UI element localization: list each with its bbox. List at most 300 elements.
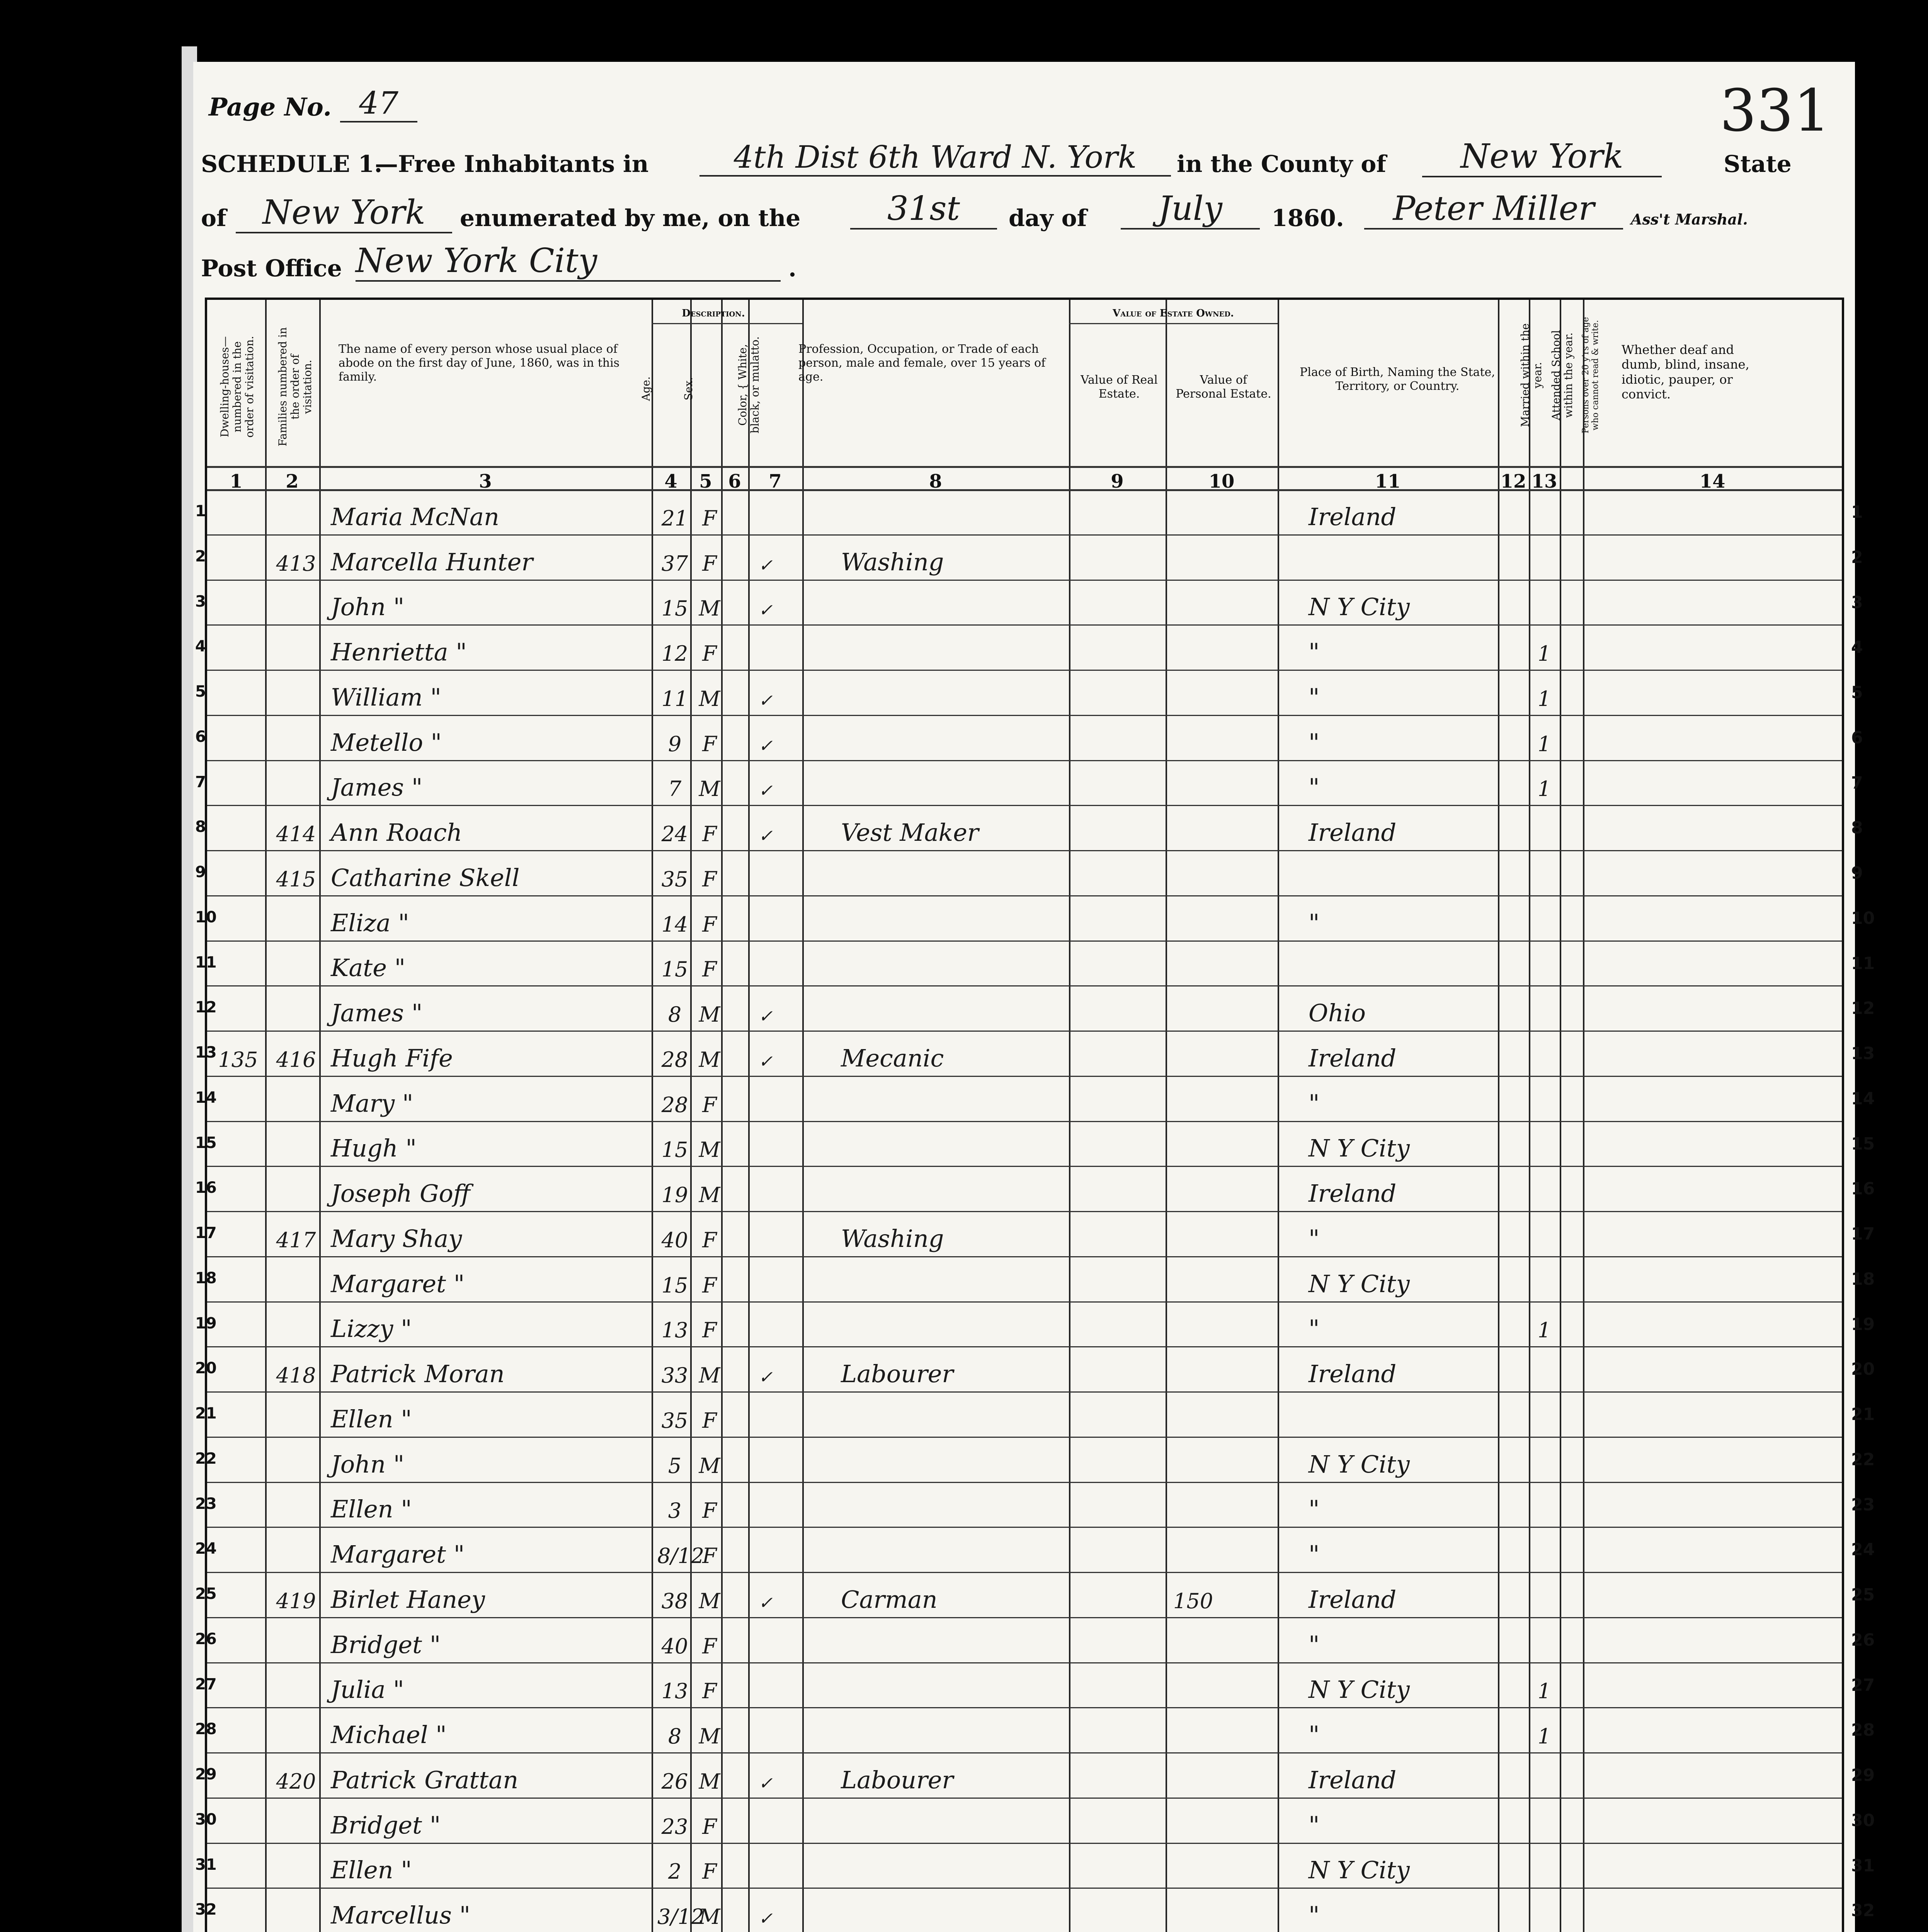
occupation: Washing — [841, 1224, 944, 1253]
header-color: Color, { White, black, or mulatto. — [736, 336, 762, 434]
birthplace: " — [1309, 773, 1320, 802]
row-number: 15 — [1851, 1134, 1875, 1154]
age: 3 — [668, 1498, 682, 1523]
age: 28 — [661, 1092, 688, 1117]
of-text: of — [201, 205, 226, 232]
sex: F — [702, 1498, 717, 1523]
row-number: 20 — [195, 1359, 217, 1378]
state-field: New York — [236, 193, 452, 233]
row-number: 11 — [195, 953, 217, 971]
column-number: 10 — [1208, 471, 1235, 492]
row-number: 30 — [1851, 1810, 1875, 1830]
table-row — [207, 760, 1842, 805]
sex: F — [702, 1273, 717, 1298]
row-number: 32 — [1851, 1901, 1875, 1921]
sex: F — [702, 506, 717, 531]
birthplace: " — [1309, 1811, 1320, 1839]
age: 7 — [668, 777, 682, 801]
family-number: 419 — [276, 1588, 316, 1613]
header-illiterate: Persons over 20 y'rs of age who cannot read & write. — [1581, 317, 1601, 434]
age: 8/12 — [657, 1544, 704, 1568]
age: 21 — [661, 506, 688, 531]
occupation: Washing — [841, 548, 944, 576]
table-row — [207, 715, 1842, 760]
person-name: Bridget " — [331, 1630, 441, 1659]
person-name: Maria McNan — [331, 502, 499, 531]
month-field: July — [1121, 189, 1260, 230]
birthplace: " — [1309, 1901, 1320, 1929]
row-number: 21 — [195, 1405, 217, 1422]
birthplace: Ohio — [1309, 999, 1366, 1027]
schedule-text: —Free Inhabitants in — [375, 151, 649, 178]
table-row — [207, 1391, 1842, 1437]
age: 19 — [661, 1183, 688, 1207]
row-number: 15 — [195, 1134, 217, 1152]
sex: M — [699, 1453, 720, 1478]
row-number: 6 — [195, 728, 206, 746]
age: 5 — [668, 1453, 682, 1478]
birthplace: N Y City — [1309, 593, 1410, 621]
row-number: 9 — [1851, 863, 1863, 883]
header-personal-estate: Value of Personal Estate. — [1176, 373, 1271, 401]
person-name: Marcella Hunter — [331, 548, 533, 576]
birthplace: " — [1309, 1630, 1320, 1659]
table-row — [207, 805, 1842, 850]
post-office-text: Post Office — [201, 255, 342, 282]
district-field: 4th Dist 6th Ward N. York — [699, 139, 1171, 177]
row-number: 31 — [1851, 1855, 1875, 1876]
school-mark: 1 — [1537, 641, 1551, 666]
year-text: 1860. — [1271, 205, 1344, 232]
header-birthplace: Place of Birth, Naming the State, Territory, or Country. — [1300, 366, 1495, 393]
age: 24 — [661, 822, 688, 846]
age: 12 — [661, 641, 688, 666]
header-age: Age. — [640, 376, 652, 401]
row-number: 21 — [1851, 1405, 1875, 1424]
person-name: Eliza " — [331, 908, 409, 937]
person-name: Henrietta " — [331, 638, 467, 666]
schedule-label: SCHEDULE 1. — [201, 151, 383, 178]
sex: F — [702, 1859, 717, 1884]
row-number: 8 — [1851, 818, 1863, 838]
birthplace: " — [1309, 1540, 1320, 1568]
column-number: 4 — [664, 471, 677, 492]
page-number: 47 — [340, 85, 417, 122]
school-mark: 1 — [1537, 686, 1551, 711]
person-name: Birlet Haney — [331, 1585, 485, 1614]
row-number: 24 — [1851, 1540, 1875, 1560]
description-group-header: Description. — [682, 308, 745, 319]
table-row — [207, 1752, 1842, 1798]
table-row — [207, 1888, 1842, 1932]
person-name: Metello " — [331, 728, 442, 757]
row-number: 30 — [195, 1810, 217, 1828]
family-number: 420 — [276, 1769, 316, 1794]
column-number: 13 — [1531, 471, 1557, 492]
column-number: 12 — [1500, 471, 1526, 492]
occupation: Carman — [841, 1585, 938, 1614]
state-text: State — [1724, 151, 1792, 178]
color-mark: ✓ — [758, 555, 773, 575]
row-number: 6 — [1851, 728, 1863, 748]
column-number: 2 — [286, 471, 299, 492]
row-number: 5 — [195, 683, 206, 701]
header-sex: Sex. — [682, 377, 695, 401]
age: 15 — [661, 957, 688, 982]
row-divider — [1069, 323, 1278, 324]
person-name: Kate " — [331, 954, 406, 982]
row-number: 29 — [1851, 1765, 1875, 1785]
person-name: Marcellus " — [331, 1901, 471, 1929]
table-row — [207, 1527, 1842, 1572]
table-row — [207, 940, 1842, 986]
sex: F — [702, 1092, 717, 1117]
row-number: 1 — [1851, 502, 1863, 522]
birthplace: N Y City — [1309, 1856, 1410, 1884]
birthplace: N Y City — [1309, 1675, 1410, 1704]
person-name: Patrick Moran — [331, 1360, 505, 1388]
person-name: Michael " — [331, 1721, 447, 1749]
header-occupation: Profession, Occupation, or Trade of each person, male and female, over 15 years of age. — [798, 342, 1046, 384]
family-number: 413 — [276, 551, 316, 576]
value-group-header: Value of Estate Owned. — [1113, 308, 1234, 319]
row-number: 2 — [195, 547, 206, 565]
row-number: 31 — [195, 1855, 217, 1874]
row-divider — [652, 323, 802, 324]
sex: F — [702, 912, 717, 937]
row-number: 32 — [195, 1901, 217, 1919]
header-dwelling: Dwelling-houses—numbered in the order of visitation. — [218, 336, 256, 438]
row-number: 16 — [195, 1179, 217, 1197]
table-row — [207, 1662, 1842, 1708]
age: 9 — [668, 731, 682, 756]
person-name: Hugh " — [331, 1134, 417, 1163]
school-mark: 1 — [1537, 1724, 1551, 1748]
birthplace: Ireland — [1309, 1360, 1397, 1388]
person-name: Ellen " — [331, 1856, 412, 1884]
sex: M — [699, 1724, 720, 1748]
sex: M — [699, 1769, 720, 1794]
row-number: 12 — [195, 998, 217, 1017]
birthplace: " — [1309, 1495, 1320, 1524]
person-name: Mary Shay — [331, 1224, 462, 1253]
school-mark: 1 — [1537, 1679, 1551, 1704]
age: 15 — [661, 1138, 688, 1162]
table-row — [207, 1798, 1842, 1843]
person-name: John " — [331, 593, 405, 621]
row-number: 17 — [1851, 1224, 1875, 1244]
birthplace: " — [1309, 1315, 1320, 1343]
row-number: 17 — [195, 1224, 217, 1242]
sheet-number: 331 — [1720, 77, 1831, 145]
table-row — [207, 534, 1842, 580]
row-number: 1 — [195, 502, 206, 520]
row-number: 7 — [195, 773, 206, 791]
header-married: Married within the year. — [1519, 323, 1544, 427]
table-row — [207, 1256, 1842, 1301]
sex: F — [702, 1318, 717, 1343]
row-number: 22 — [195, 1449, 217, 1468]
color-mark: ✓ — [758, 1593, 773, 1613]
page-label: Page No. — [209, 93, 332, 122]
row-number: 28 — [1851, 1720, 1875, 1740]
header-family: Families numbered in the order of visitation. — [276, 327, 314, 447]
row-number: 13 — [195, 1044, 217, 1061]
row-number: 5 — [1851, 683, 1863, 702]
age: 26 — [661, 1769, 688, 1794]
birthplace: " — [1309, 1721, 1320, 1749]
color-mark: ✓ — [758, 1007, 773, 1026]
column-number: 7 — [769, 471, 782, 492]
person-name: Julia " — [331, 1675, 404, 1704]
header-disability: Whether deaf and dumb, blind, insane, idiotic, pauper, or convict. — [1622, 342, 1749, 402]
column-number: 3 — [479, 471, 492, 492]
sex: M — [699, 1588, 720, 1613]
person-name: Lizzy " — [331, 1315, 412, 1343]
age: 14 — [661, 912, 688, 937]
county-text: in the County of — [1177, 151, 1387, 178]
person-name: Ellen " — [331, 1405, 412, 1433]
county-field: New York — [1422, 137, 1662, 177]
color-mark: ✓ — [758, 1773, 773, 1793]
color-mark: ✓ — [758, 781, 773, 801]
day-field: 31st — [850, 189, 997, 230]
census-table — [205, 298, 1844, 1932]
row-number: 14 — [195, 1088, 217, 1107]
person-name: Ann Roach — [331, 818, 462, 847]
row-number: 18 — [1851, 1269, 1875, 1289]
row-number: 10 — [195, 908, 217, 926]
table-row — [207, 1166, 1842, 1211]
sex: F — [702, 1814, 717, 1839]
row-number: 18 — [195, 1269, 217, 1287]
row-number: 4 — [1851, 638, 1863, 658]
row-number: 11 — [1851, 953, 1875, 973]
row-number: 2 — [1851, 547, 1863, 567]
school-mark: 1 — [1537, 1318, 1551, 1343]
color-mark: ✓ — [758, 600, 773, 621]
row-number: 19 — [195, 1314, 217, 1332]
sex: F — [702, 1544, 717, 1568]
age: 11 — [661, 686, 688, 711]
age: 2 — [668, 1859, 682, 1884]
color-mark: ✓ — [758, 736, 773, 756]
row-number: 27 — [195, 1675, 217, 1693]
enumerated-text: enumerated by me, on the — [460, 205, 801, 232]
row-number: 3 — [1851, 592, 1863, 612]
table-row — [207, 1031, 1842, 1076]
sex: F — [702, 822, 717, 846]
birthplace: " — [1309, 638, 1320, 666]
sex: M — [699, 1363, 720, 1388]
table-row — [207, 1437, 1842, 1482]
day-of-text: day of — [1009, 205, 1087, 232]
age: 15 — [661, 596, 688, 621]
birthplace: Ireland — [1309, 1765, 1397, 1794]
person-name: Bridget " — [331, 1811, 441, 1839]
occupation: Labourer — [841, 1360, 954, 1388]
table-row — [207, 580, 1842, 625]
age: 15 — [661, 1273, 688, 1298]
row-number: 16 — [1851, 1179, 1875, 1199]
birthplace: " — [1309, 728, 1320, 757]
table-row — [207, 850, 1842, 895]
sex: F — [702, 1679, 717, 1704]
color-mark: ✓ — [758, 1909, 773, 1929]
row-number: 25 — [195, 1585, 217, 1603]
age: 13 — [661, 1679, 688, 1704]
header-real-estate: Value of Real Estate. — [1081, 373, 1158, 401]
table-row — [207, 1301, 1842, 1347]
age: 35 — [661, 1408, 688, 1433]
row-number: 13 — [1851, 1044, 1875, 1063]
row-number: 29 — [195, 1765, 217, 1783]
marshal-field: Peter Miller — [1364, 189, 1623, 230]
birthplace: N Y City — [1309, 1450, 1410, 1478]
row-number: 28 — [195, 1720, 217, 1738]
person-name: James " — [331, 999, 423, 1027]
birthplace: N Y City — [1309, 1134, 1410, 1163]
row-number: 3 — [195, 592, 206, 611]
row-number: 4 — [195, 638, 206, 656]
age: 13 — [661, 1318, 688, 1343]
row-number: 27 — [1851, 1675, 1875, 1695]
table-row — [207, 1076, 1842, 1121]
row-number: 8 — [195, 818, 206, 836]
column-number: 5 — [699, 471, 712, 492]
color-mark: ✓ — [758, 826, 773, 846]
family-number: 415 — [276, 867, 316, 891]
sex: M — [699, 1138, 720, 1162]
person-name: James " — [331, 773, 423, 802]
age: 40 — [661, 1634, 688, 1658]
sex: M — [699, 1047, 720, 1072]
person-name: John " — [331, 1450, 405, 1478]
table-row — [207, 1707, 1842, 1752]
post-office-field: New York City — [356, 242, 781, 282]
row-number: 14 — [1851, 1088, 1875, 1109]
birthplace: " — [1309, 1089, 1320, 1117]
row-number: 24 — [195, 1540, 217, 1558]
table-row — [207, 489, 1842, 534]
table-row — [207, 1346, 1842, 1391]
color-mark: ✓ — [758, 1051, 773, 1071]
row-number: 26 — [1851, 1630, 1875, 1650]
sex: F — [702, 1228, 717, 1252]
personal-estate-value: 150 — [1173, 1588, 1213, 1613]
birthplace: N Y City — [1309, 1269, 1410, 1298]
age: 28 — [661, 1047, 688, 1072]
marshal-text: Ass't Marshal. — [1631, 211, 1748, 228]
column-number: 14 — [1699, 471, 1726, 492]
column-number: 6 — [728, 471, 741, 492]
family-number: 418 — [276, 1363, 316, 1388]
table-row — [207, 1121, 1842, 1166]
birthplace: " — [1309, 908, 1320, 937]
post-office-period: . — [788, 255, 796, 282]
person-name: Mary " — [331, 1089, 414, 1117]
sex: F — [702, 867, 717, 891]
table-row — [207, 624, 1842, 670]
person-name: Hugh Fife — [331, 1044, 453, 1072]
row-number: 26 — [195, 1630, 217, 1648]
header-school: Attended School within the year. — [1550, 330, 1575, 420]
person-name: Catharine Skell — [331, 863, 520, 892]
person-name: William " — [331, 683, 441, 711]
family-number: 414 — [276, 822, 316, 846]
table-row — [207, 1617, 1842, 1662]
row-number: 7 — [1851, 773, 1863, 793]
person-name: Margaret " — [331, 1540, 465, 1568]
birthplace: Ireland — [1309, 502, 1397, 531]
color-mark: ✓ — [758, 690, 773, 711]
sex: M — [699, 1002, 720, 1027]
age: 40 — [661, 1228, 688, 1252]
age: 3/12 — [657, 1905, 704, 1929]
table-row — [207, 985, 1842, 1031]
person-name: Joseph Goff — [331, 1179, 470, 1208]
person-name: Ellen " — [331, 1495, 412, 1524]
sex: M — [699, 1905, 720, 1929]
person-name: Margaret " — [331, 1269, 465, 1298]
column-number: 11 — [1375, 471, 1401, 492]
row-number: 23 — [1851, 1495, 1875, 1515]
age: 37 — [661, 551, 688, 576]
age: 38 — [661, 1588, 688, 1613]
age: 23 — [661, 1814, 688, 1839]
person-name: Patrick Grattan — [331, 1765, 519, 1794]
birthplace: " — [1309, 1224, 1320, 1253]
column-number: 9 — [1111, 471, 1124, 492]
table-row — [207, 1572, 1842, 1617]
school-mark: 1 — [1537, 731, 1551, 756]
sex: F — [702, 957, 717, 982]
row-number: 20 — [1851, 1359, 1875, 1379]
birthplace: Ireland — [1309, 1585, 1397, 1614]
age: 35 — [661, 867, 688, 891]
sex: F — [702, 551, 717, 576]
birthplace: Ireland — [1309, 1179, 1397, 1208]
sex: F — [702, 1408, 717, 1433]
occupation: Mecanic — [841, 1044, 944, 1072]
age: 8 — [668, 1724, 682, 1748]
sex: F — [702, 731, 717, 756]
row-number: 19 — [1851, 1314, 1875, 1334]
row-number: 22 — [1851, 1449, 1875, 1469]
color-mark: ✓ — [758, 1367, 773, 1387]
age: 8 — [668, 1002, 682, 1027]
table-row — [207, 1843, 1842, 1888]
table-row — [207, 1211, 1842, 1256]
row-number: 12 — [1851, 998, 1875, 1019]
birthplace: Ireland — [1309, 818, 1397, 847]
birthplace: " — [1309, 683, 1320, 711]
occupation: Vest Maker — [841, 818, 979, 847]
birthplace: Ireland — [1309, 1044, 1397, 1072]
column-number: 1 — [230, 471, 243, 492]
sex: M — [699, 596, 720, 621]
school-mark: 1 — [1537, 777, 1551, 801]
row-number: 23 — [195, 1495, 217, 1513]
sex: F — [702, 641, 717, 666]
table-row — [207, 1482, 1842, 1527]
header-name: The name of every person whose usual place of abode on the first day of June, 1860, was in this family. — [339, 342, 620, 384]
dwelling-number: 135 — [218, 1047, 258, 1072]
table-row — [207, 895, 1842, 940]
row-number: 25 — [1851, 1585, 1875, 1605]
column-number: 8 — [929, 471, 942, 492]
occupation: Labourer — [841, 1765, 954, 1794]
